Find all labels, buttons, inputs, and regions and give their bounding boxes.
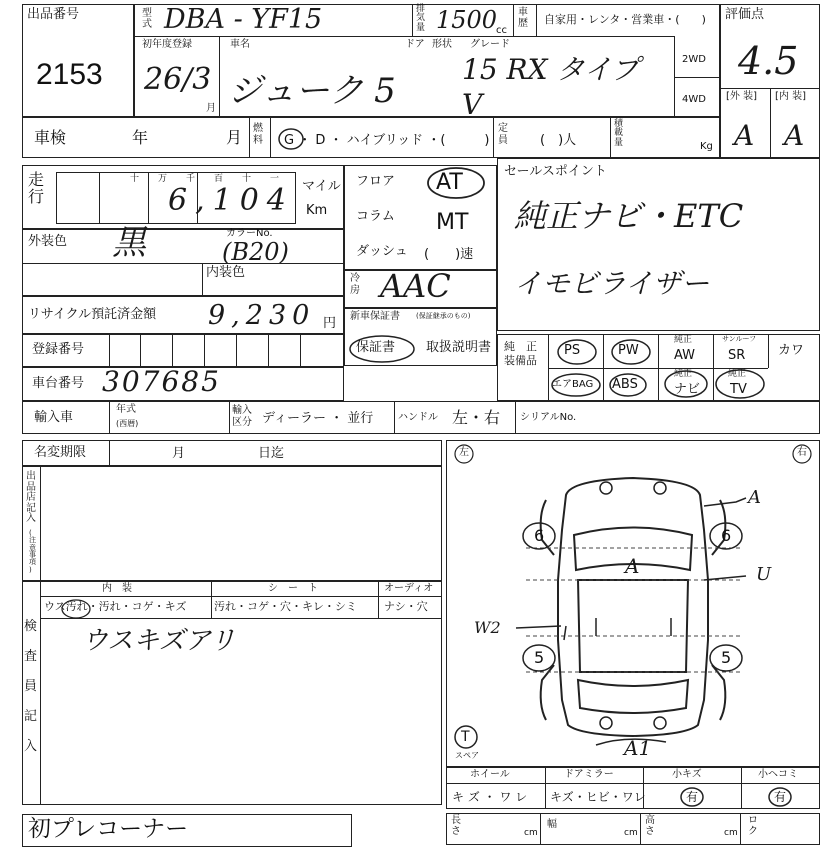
lot-number: 2153 [36, 58, 103, 91]
mark-front-a: A [748, 487, 761, 508]
shift-dash: ダッシュ [356, 244, 408, 259]
size-length-unit: cm [524, 828, 538, 838]
legend-scratch: 小キズ [672, 769, 702, 780]
genuine-sr-top: サンルーフ [722, 335, 757, 343]
warranty-circle [346, 332, 420, 368]
diagram-left: 左 [459, 447, 469, 458]
interior-circle [60, 598, 92, 620]
size-height: 高 さ [645, 815, 655, 837]
month-suffix: 月 [206, 103, 216, 114]
recycle-unit: 円 [323, 316, 337, 331]
import-handle-label: ハンドル [398, 412, 438, 423]
scratch-circle [678, 785, 708, 809]
inspection-label: 車検 [34, 128, 67, 147]
legend-scratch-mark: 有 [686, 790, 699, 804]
grade-value: 15 RX タイプ V [462, 53, 640, 121]
import-dealer: ディーラー ・ 並行 [262, 411, 374, 426]
seller-note-sub: ( 注 意 事 項 ) [29, 529, 36, 574]
import-label: 輸入車 [34, 410, 74, 425]
genuine-ps: PS [564, 343, 581, 358]
pw-circle [609, 337, 653, 367]
genuine-airbag: エアBAG [552, 379, 594, 390]
import-year-style: 年式 [116, 404, 136, 415]
genuine-tv: TV [730, 382, 747, 397]
inspector-label: 検 査 員 記 入 [24, 619, 38, 754]
spare-label: スペア [455, 751, 479, 760]
name-change-day: 日迄 [258, 446, 285, 461]
inspector-remark: ウスキズアリ [82, 626, 236, 656]
mark-5-right: 5 [721, 648, 732, 667]
diagram-right: 右 [797, 447, 807, 458]
genuine-leather: カワ [778, 343, 805, 358]
name-change-month: 月 [172, 446, 186, 461]
drive-4wd: 4WD [682, 94, 706, 105]
interior-color-label: 内装色 [206, 265, 246, 280]
mileage-label: 走 行 [28, 170, 45, 206]
genuine-tv-top: 純正 [728, 369, 747, 379]
drive-2wd: 2WD [682, 54, 706, 65]
car-name-value: ジューク 5 [228, 71, 396, 111]
aircon-value: AAC [380, 267, 451, 305]
displacement-value: 1500 [436, 6, 498, 34]
genuine-abs: ABS [612, 377, 638, 392]
import-serial: シリアルNo. [520, 412, 577, 423]
shift-column: コラム [356, 209, 395, 224]
mileage-mile: マイル [302, 179, 341, 194]
shift-mt: MT [436, 210, 469, 235]
exterior-label: [外 装] [726, 91, 757, 102]
shift-speed: ( )速 [424, 247, 474, 262]
displacement-label: 排 気 量 [416, 4, 426, 33]
lot-label: 出品番号 [27, 7, 80, 22]
legend-dent: 小ヘコミ [758, 769, 798, 780]
mark-6-left: 6 [534, 526, 545, 545]
interior-head: 内 装 [102, 583, 132, 594]
warranty-label: 新車保証書 [350, 311, 400, 322]
import-year-note: (西暦) [116, 419, 139, 428]
first-reg-label: 初年度登録 [142, 39, 192, 50]
inspection-month: 月 [226, 128, 243, 147]
spare-mark: T [461, 729, 470, 745]
capacity-label: 定 員 [498, 123, 508, 146]
interior-items: ウス汚れ・汚れ・コゲ・キズ [44, 600, 187, 613]
aircon-label: 冷 房 [350, 273, 360, 296]
legend-wheel: ホイール [470, 769, 510, 780]
legend-mirror: ドアミラー [564, 769, 614, 780]
corner-label: 初プレコーナー [28, 816, 189, 842]
mark-u: U [756, 564, 772, 585]
sales-line2: イモビライザー [514, 267, 710, 300]
genuine-pw: PW [618, 343, 639, 358]
mark-6-right: 6 [721, 526, 732, 545]
genuine-navi-top: 純正 [674, 369, 693, 379]
import-category: 輸入 区分 [232, 405, 252, 428]
color-value: 黒 [112, 223, 146, 263]
genuine-navi: ナビ [674, 382, 701, 397]
exterior-score: A [734, 119, 755, 152]
seat-items: 汚れ・コゲ・穴・キレ・シミ [214, 600, 357, 613]
warranty-book: 保証書 [356, 340, 396, 355]
warranty-manual: 取扱説明書 [426, 340, 492, 355]
history-label: 車 歴 [518, 7, 528, 29]
type-code: DBA - YF15 [164, 4, 323, 35]
shift-at: AT [436, 170, 463, 195]
warranty-note: (保証継承のもの) [416, 312, 471, 320]
size-height-unit: cm [724, 828, 738, 838]
history-options: 自家用・レンタ・営業車・( ) [544, 13, 706, 26]
legend-dent-mark: 有 [774, 790, 787, 804]
audio-head: オーディオ [384, 583, 434, 594]
color-code-label: カラーNo. [226, 228, 273, 239]
score-label: 評価点 [725, 7, 765, 22]
mileage-header: 十 万 千 百 十 一 [130, 174, 285, 184]
load-label: 積 載 量 [614, 119, 624, 148]
recycle-label: リサイクル預託済金額 [28, 307, 157, 322]
inspection-year: 年 [132, 128, 149, 147]
genuine-label: 純 正 装備品 [504, 340, 537, 367]
genuine-aw: AW [674, 348, 696, 363]
interior-score: A [784, 119, 805, 152]
genuine-aw-top: 純正 [674, 335, 693, 345]
mark-rear-a1: A1 [624, 736, 652, 760]
fuel-circle [276, 126, 306, 152]
sales-label: セールスポイント [504, 164, 607, 179]
mark-center-a: A [625, 554, 640, 578]
dent-circle [766, 785, 796, 809]
color-code-value: (B20) [222, 238, 289, 266]
legend-wheel-items: キ ズ ・ ワ レ [452, 790, 528, 804]
mileage-km: Km [306, 203, 328, 218]
car-name-label: 車名 [230, 39, 250, 50]
ps-circle [555, 337, 599, 367]
audio-items: ナシ・穴 [384, 600, 428, 613]
at-circle [424, 164, 488, 202]
car-diagram [446, 440, 820, 767]
tv-circle [712, 366, 768, 404]
capacity-value: ( )人 [540, 133, 577, 148]
mark-w2: W2 [474, 618, 501, 637]
first-reg-value: 26/3 [144, 62, 212, 97]
score-value: 4.5 [738, 39, 799, 83]
size-load: ロ ク [748, 815, 758, 837]
genuine-sr: SR [728, 348, 746, 363]
size-width-unit: cm [624, 828, 638, 838]
import-handle: 左・右 [452, 408, 501, 427]
airbag-circle [549, 371, 603, 399]
interior-label: [内 装] [775, 91, 806, 102]
shape-label: 形状 [432, 39, 452, 50]
seller-note-label: 出 品 店 記 入 [26, 471, 36, 524]
fuel-options: G ・ D ・ ハイブリッド ・( ) [284, 133, 490, 148]
doors-label: ドア [405, 39, 425, 50]
type-label: 型 式 [142, 8, 152, 30]
fuel-label: 燃 料 [253, 123, 263, 146]
name-change-label: 名変期限 [34, 445, 87, 460]
mark-5-left: 5 [534, 648, 545, 667]
color-label: 外装色 [28, 234, 68, 249]
abs-circle [606, 371, 654, 399]
navi-circle [661, 368, 711, 400]
legend-mirror-items: キズ・ヒビ・ワレ [550, 790, 646, 804]
registration-label: 登録番号 [32, 342, 85, 357]
displacement-unit: cc [496, 25, 507, 36]
size-length: 長 さ [451, 815, 461, 837]
seller-note-box [22, 466, 442, 581]
mileage-value: 6,104 [168, 183, 294, 218]
seat-head: シ ー ト [268, 583, 318, 594]
recycle-value: 9,230 [208, 300, 316, 331]
sales-line1: 純正ナビ・ETC [514, 197, 744, 235]
chassis-value: 307685 [102, 365, 221, 398]
chassis-label: 車台番号 [32, 376, 85, 391]
load-unit: Kg [700, 141, 713, 152]
shift-floor: フロア [356, 174, 396, 189]
sales-box [497, 158, 820, 331]
size-width: 幅 [547, 819, 557, 830]
grade-label: グレード [470, 39, 510, 50]
